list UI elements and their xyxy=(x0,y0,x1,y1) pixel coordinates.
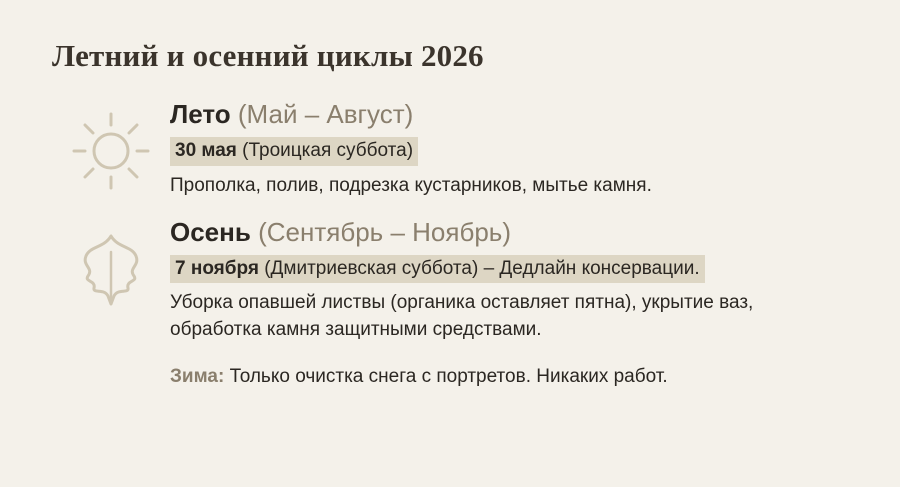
text-column xyxy=(170,100,852,200)
season-description: Уборка опавшей листвы (органика оставляет пятна), укрытие ваз, обработка камня защитными средствами. xyxy=(170,292,754,341)
section-autumn xyxy=(52,218,852,345)
leaf-icon xyxy=(68,226,154,312)
key-date-highlight xyxy=(170,137,418,166)
key-date: 30 мая xyxy=(175,139,237,161)
key-date-highlight xyxy=(170,255,705,284)
season-description: Прополка, полив, подрезка кустарников, мытье камня. xyxy=(170,174,652,196)
page-title: Летний и осенний циклы 2026 xyxy=(52,38,484,73)
key-date-note: (Троицкая суббота) xyxy=(242,139,414,161)
key-date-note: (Дмитриевская суббота) – Дедлайн консервации. xyxy=(264,257,700,279)
season-name: Осень xyxy=(170,216,251,247)
text-column xyxy=(170,218,852,345)
icon-column xyxy=(52,218,170,312)
key-date: 7 ноября xyxy=(175,257,259,279)
season-range: (Сентябрь – Ноябрь) xyxy=(258,216,511,247)
icon-column xyxy=(52,100,170,194)
winter-label: Зима: xyxy=(170,366,225,388)
season-range: (Май – Август) xyxy=(237,99,414,129)
section-summer xyxy=(52,100,852,200)
season-heading xyxy=(170,218,852,248)
sun-icon xyxy=(68,108,154,194)
winter-text: Только очистка снега с портретов. Никаких работ. xyxy=(229,366,668,388)
season-heading xyxy=(170,100,852,130)
winter-note xyxy=(170,366,852,388)
season-name: Лето xyxy=(170,99,231,129)
